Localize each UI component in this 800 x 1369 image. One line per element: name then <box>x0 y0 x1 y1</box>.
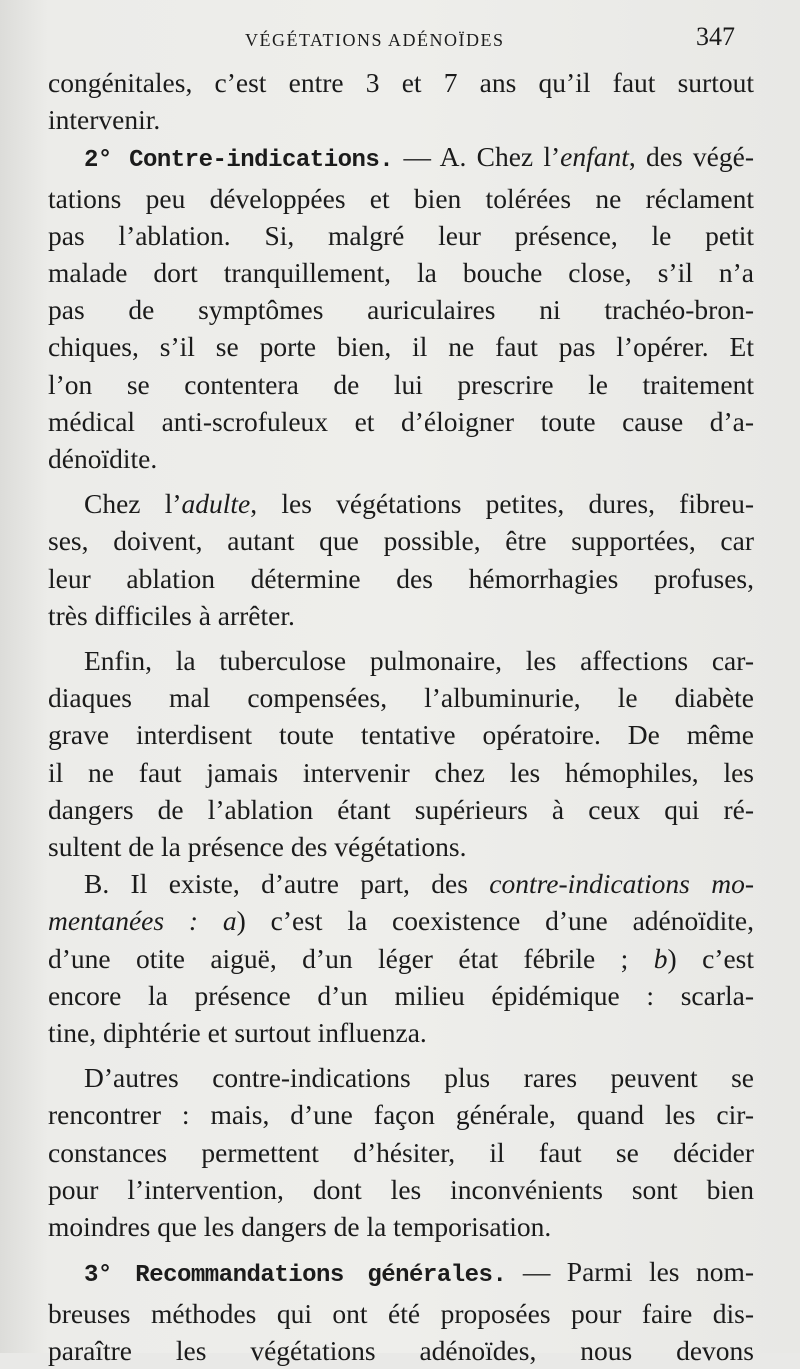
text-line: diaques mal compensées, l’albuminurie, le diabète <box>48 682 754 714</box>
text-line: congénitales, c’est entre 3 et 7 ans qu’il faut surtout <box>48 67 754 98</box>
text-line: paraître les végétations adénoïdes, nous devons <box>48 1334 754 1366</box>
text-line: moindres que les dangers de la temporisation. <box>48 1211 552 1243</box>
text-line: leur ablation détermine des hémorrhagies profuses, <box>48 562 754 594</box>
text-line: très difficiles à arrêter. <box>48 599 295 631</box>
section-heading-recommandations: 3° Recommandations générales. <box>84 1262 507 1290</box>
text-line: pas l’ablation. Si, malgré leur présence, le petit <box>48 219 754 251</box>
text-line: chiques, s’il se porte bien, il ne faut pas l’opérer. Et <box>48 331 754 363</box>
paragraph-7 <box>48 1253 754 1369</box>
text-line: d’une otite aiguë, d’un léger état fébrile ; b) c’est <box>48 942 754 974</box>
text-line: 2° Contre-indications. — A. Chez l’enfant, des végé- <box>84 141 754 175</box>
paragraph-5 <box>48 865 754 1051</box>
paragraph-6 <box>48 1059 754 1245</box>
text-line: Enfin, la tuberculose pulmonaire, les affections car- <box>84 645 754 677</box>
section-heading-contre-indications: 2° Contre-indications. <box>84 147 394 175</box>
text-line: tine, diphtérie et surtout influenza. <box>48 1017 427 1049</box>
text-line: Chez l’adulte, les végétations petites, dures, fibreu- <box>84 488 754 520</box>
paragraph-1 <box>48 64 754 138</box>
text-line: malade dort tranquillement, la bouche close, s’il n’a <box>48 257 754 289</box>
text-line: encore la présence d’un milieu épidémique : scarla- <box>48 979 754 1011</box>
page-number: 347 <box>696 22 735 51</box>
text-line: ses, doivent, autant que possible, être supportées, car <box>48 525 754 557</box>
text-line: l’on se contentera de lui prescrire le traitement <box>48 368 754 400</box>
text-line: médical anti-scrofuleux et d’éloigner toute cause d’a- <box>48 405 754 437</box>
text-line: 3° Recommandations générales. — Parmi les nom- <box>84 1256 754 1290</box>
text-line: grave interdisent toute tentative opératoire. De même <box>48 719 754 751</box>
paragraph-4 <box>48 642 754 865</box>
paragraph-2 <box>48 138 754 477</box>
text-line: tations peu développées et bien tolérées ne réclament <box>48 182 754 214</box>
text-line: mentanées : a) c’est la coexistence d’une adénoïdite, <box>48 905 754 937</box>
text-line: pour l’intervention, dont les inconvénients sont bien <box>48 1173 754 1205</box>
text-line: dangers de l’ablation étant supérieurs à ceux qui ré- <box>48 793 754 825</box>
running-head: VÉGÉTATIONS ADÉNOÏDES <box>245 30 505 50</box>
text-line: il ne faut jamais intervenir chez les hémophiles, les <box>48 756 754 788</box>
page-header <box>0 22 800 58</box>
text-line: breuses méthodes qui ont été proposées pour faire dis- <box>48 1297 754 1329</box>
text-line: pas de symptômes auriculaires ni trachéo-bron- <box>48 294 754 326</box>
text-line: dénoïdite. <box>48 443 158 475</box>
text-line: D’autres contre-indications plus rares peuvent se <box>84 1062 754 1094</box>
text-line: sultent de la présence des végétations. <box>48 831 467 863</box>
body-text <box>48 64 754 1369</box>
text-line: intervenir. <box>48 104 161 136</box>
text-line: B. Il existe, d’autre part, des contre-indications mo- <box>84 868 754 900</box>
text-line: rencontrer : mais, d’une façon générale, quand les cir- <box>48 1099 754 1131</box>
text-line: constances permettent d’hésiter, il faut se décider <box>48 1136 754 1168</box>
paragraph-3 <box>48 485 754 634</box>
